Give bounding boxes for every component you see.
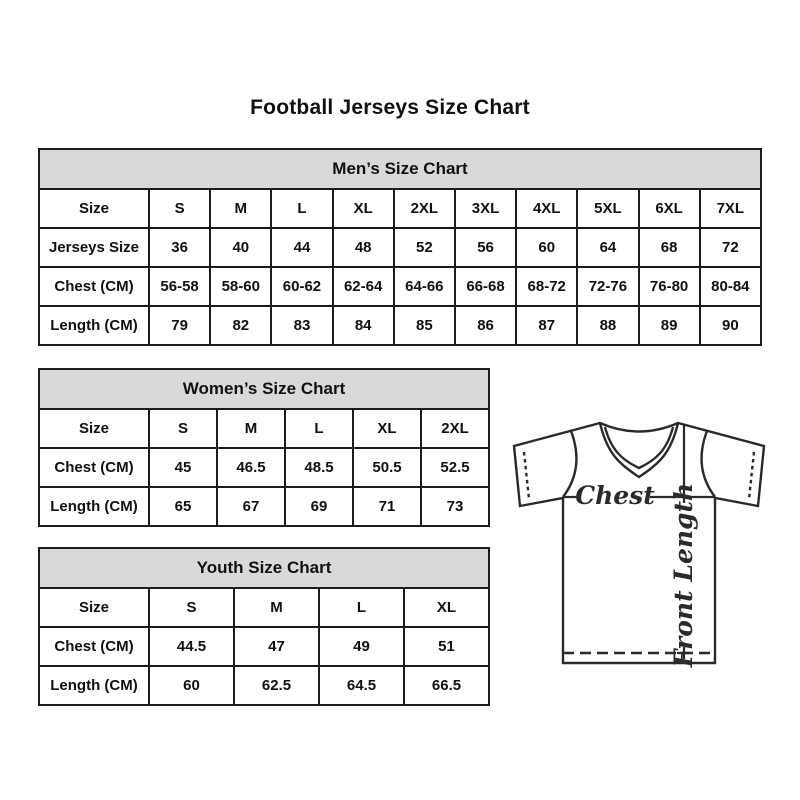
value-cell: 52 <box>394 228 455 267</box>
value-cell: 83 <box>271 306 332 345</box>
value-cell: XL <box>333 189 394 228</box>
youth-table-title: Youth Size Chart <box>39 548 489 588</box>
value-cell: S <box>149 409 217 448</box>
table-row <box>39 448 489 487</box>
value-cell: 46.5 <box>217 448 285 487</box>
table-header-row <box>39 548 489 588</box>
mens-size-table <box>38 148 762 346</box>
value-cell: 40 <box>210 228 271 267</box>
value-cell: 64 <box>577 228 638 267</box>
value-cell: 68-72 <box>516 267 577 306</box>
table-row <box>39 228 761 267</box>
value-cell: 48 <box>333 228 394 267</box>
table-row <box>39 487 489 526</box>
value-cell: 64.5 <box>319 666 404 705</box>
row-label-cell: Size <box>39 189 149 228</box>
value-cell: 62-64 <box>333 267 394 306</box>
value-cell: M <box>210 189 271 228</box>
left-cuff-dashed-line <box>524 452 529 499</box>
value-cell: 62.5 <box>234 666 319 705</box>
collar-inner-line <box>605 427 673 468</box>
table-row <box>39 588 489 627</box>
right-sleeve-seam <box>702 431 715 497</box>
table-header-row <box>39 369 489 409</box>
womens-size-table <box>38 368 490 527</box>
value-cell: L <box>271 189 332 228</box>
jersey-diagram <box>500 400 800 700</box>
value-cell: 65 <box>149 487 217 526</box>
value-cell: 50.5 <box>353 448 421 487</box>
row-label-cell: Length (CM) <box>39 487 149 526</box>
value-cell: L <box>319 588 404 627</box>
table-header-row <box>39 149 761 189</box>
value-cell: 69 <box>285 487 353 526</box>
value-cell: M <box>234 588 319 627</box>
value-cell: 3XL <box>455 189 516 228</box>
value-cell: 88 <box>577 306 638 345</box>
value-cell: 76-80 <box>639 267 700 306</box>
row-label-cell: Chest (CM) <box>39 448 149 487</box>
value-cell: 58-60 <box>210 267 271 306</box>
table-row <box>39 666 489 705</box>
value-cell: 7XL <box>700 189 761 228</box>
value-cell: 79 <box>149 306 210 345</box>
value-cell: 68 <box>639 228 700 267</box>
value-cell: 36 <box>149 228 210 267</box>
value-cell: 85 <box>394 306 455 345</box>
value-cell: 60-62 <box>271 267 332 306</box>
table-row <box>39 306 761 345</box>
value-cell: 60 <box>149 666 234 705</box>
row-label-cell: Length (CM) <box>39 306 149 345</box>
value-cell: 72 <box>700 228 761 267</box>
row-label-cell: Chest (CM) <box>39 267 149 306</box>
value-cell: 2XL <box>421 409 489 448</box>
womens-table-title: Women’s Size Chart <box>39 369 489 409</box>
page-title: Football Jerseys Size Chart <box>250 96 530 119</box>
youth-size-table <box>38 547 490 706</box>
value-cell: 67 <box>217 487 285 526</box>
value-cell: 56 <box>455 228 516 267</box>
value-cell: 60 <box>516 228 577 267</box>
row-label-cell: Length (CM) <box>39 666 149 705</box>
table-row <box>39 189 761 228</box>
table-row <box>39 627 489 666</box>
table-row <box>39 267 761 306</box>
value-cell: 44.5 <box>149 627 234 666</box>
value-cell: 66.5 <box>404 666 489 705</box>
jersey-outline <box>514 423 764 663</box>
front-length-label: Front Length <box>669 482 698 668</box>
value-cell: 56-58 <box>149 267 210 306</box>
value-cell: 47 <box>234 627 319 666</box>
value-cell: 52.5 <box>421 448 489 487</box>
row-label-cell: Chest (CM) <box>39 627 149 666</box>
value-cell: 72-76 <box>577 267 638 306</box>
value-cell: 71 <box>353 487 421 526</box>
value-cell: 44 <box>271 228 332 267</box>
value-cell: XL <box>404 588 489 627</box>
value-cell: 5XL <box>577 189 638 228</box>
value-cell: 84 <box>333 306 394 345</box>
value-cell: 82 <box>210 306 271 345</box>
value-cell: M <box>217 409 285 448</box>
value-cell: S <box>149 189 210 228</box>
value-cell: XL <box>353 409 421 448</box>
value-cell: 64-66 <box>394 267 455 306</box>
value-cell: S <box>149 588 234 627</box>
value-cell: 80-84 <box>700 267 761 306</box>
value-cell: L <box>285 409 353 448</box>
value-cell: 6XL <box>639 189 700 228</box>
chest-label: Chest <box>575 481 655 510</box>
value-cell: 86 <box>455 306 516 345</box>
value-cell: 4XL <box>516 189 577 228</box>
right-cuff-dashed-line <box>749 452 754 499</box>
value-cell: 66-68 <box>455 267 516 306</box>
table-row <box>39 409 489 448</box>
row-label-cell: Size <box>39 588 149 627</box>
value-cell: 90 <box>700 306 761 345</box>
value-cell: 45 <box>149 448 217 487</box>
value-cell: 73 <box>421 487 489 526</box>
value-cell: 48.5 <box>285 448 353 487</box>
value-cell: 2XL <box>394 189 455 228</box>
row-label-cell: Size <box>39 409 149 448</box>
mens-table-title: Men’s Size Chart <box>39 149 761 189</box>
row-label-cell: Jerseys Size <box>39 228 149 267</box>
value-cell: 51 <box>404 627 489 666</box>
value-cell: 49 <box>319 627 404 666</box>
value-cell: 87 <box>516 306 577 345</box>
value-cell: 89 <box>639 306 700 345</box>
